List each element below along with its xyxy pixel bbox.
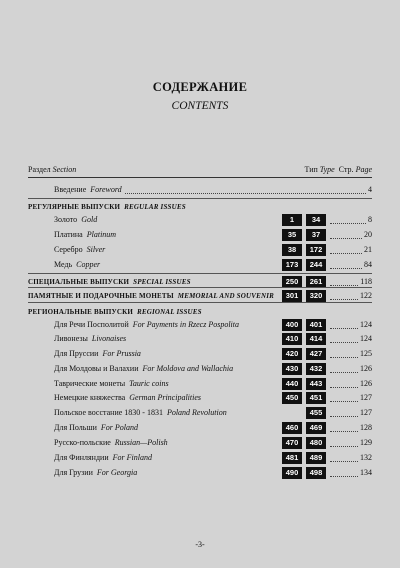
page-number: -3- — [195, 540, 205, 549]
entry-title — [54, 421, 138, 435]
dot-leader — [330, 432, 358, 447]
type-end-badge: 480 — [306, 437, 326, 449]
page-title: СОДЕРЖАНИЕ — [152, 80, 248, 94]
section-divider — [28, 287, 372, 288]
type-end-badge: 244 — [306, 259, 326, 271]
entry-title-en: For Prussia — [102, 349, 141, 358]
type-end-badge: 320 — [306, 290, 326, 302]
entry-title-en: REGIONAL ISSUES — [136, 308, 202, 316]
page-ref: 127 — [360, 393, 372, 402]
contents-entry-row — [28, 421, 372, 435]
entry-title-en: Copper — [76, 260, 101, 269]
page-ref: 20 — [364, 230, 372, 239]
type-start-badge: 490 — [282, 467, 302, 479]
type-end-badge: 414 — [306, 333, 326, 345]
dot-leader — [330, 387, 358, 402]
entry-title-ru: Медь — [54, 260, 73, 269]
page-ref: 134 — [360, 468, 372, 477]
contents-section-row — [28, 289, 372, 303]
type-start-badge: 440 — [282, 378, 302, 390]
contents-entry-row — [28, 377, 372, 391]
type-start-badge: 35 — [282, 229, 302, 241]
page-ref: 8 — [368, 215, 372, 224]
contents-entry-row — [28, 332, 372, 346]
type-start-badge: 410 — [282, 333, 302, 345]
dot-leader — [330, 462, 358, 477]
entry-title-ru: Для Пруссии — [54, 349, 99, 358]
type-start-badge: 301 — [282, 290, 302, 302]
type-start-badge: 430 — [282, 363, 302, 375]
entry-title — [54, 406, 227, 420]
entry-title — [54, 362, 233, 376]
dot-leader — [330, 343, 358, 358]
page-ref: 129 — [360, 438, 372, 447]
contents-section-row — [28, 305, 372, 319]
entry-title-ru: СПЕЦИАЛЬНЫЕ ВЫПУСКИ — [28, 278, 130, 286]
type-end-badge: 498 — [306, 467, 326, 479]
entry-title-ru: Таврические монеты — [54, 379, 126, 388]
type-end-badge: 401 — [306, 319, 326, 331]
entry-title — [54, 466, 137, 480]
entry-title-en: Poland Revolution — [166, 408, 227, 417]
dot-leader — [330, 224, 362, 239]
page-ref: 125 — [360, 349, 372, 358]
page-ref: 4 — [368, 185, 372, 194]
entry-title-ru: Для Речи Посполитой — [54, 320, 129, 329]
entry-title-ru: Золото — [54, 215, 78, 224]
entry-title-en: Silver — [86, 245, 106, 254]
entry-title — [28, 305, 202, 319]
contents-entry-row — [28, 466, 372, 480]
entry-title-ru: Ливонезы — [54, 334, 88, 343]
contents-entry-row — [28, 243, 372, 257]
entry-title-en: Gold — [81, 215, 98, 224]
type-end-badge: 455 — [306, 407, 326, 419]
page-ref: 132 — [360, 453, 372, 462]
page-ref: 118 — [360, 277, 372, 286]
contents-entry-row — [28, 362, 372, 376]
entry-title-ru: РЕГУЛЯРНЫЕ ВЫПУСКИ — [28, 203, 121, 211]
type-end-badge: 432 — [306, 363, 326, 375]
type-end-badge: 172 — [306, 244, 326, 256]
contents-entry-row — [28, 228, 372, 242]
type-end-badge: 427 — [306, 348, 326, 360]
entry-title — [54, 377, 169, 391]
type-start-badge: 450 — [282, 392, 302, 404]
page-ref: 21 — [364, 245, 372, 254]
contents-entry-row — [28, 436, 372, 450]
page-ref: 128 — [360, 423, 372, 432]
type-start-badge: 481 — [282, 452, 302, 464]
entry-title — [54, 228, 116, 242]
page-ref: 124 — [360, 334, 372, 343]
type-start-badge: 1 — [282, 214, 302, 226]
entry-title-ru: Для Грузии — [54, 468, 93, 477]
page-subtitle: CONTENTS — [171, 100, 229, 112]
contents-entry-row — [28, 318, 372, 332]
entry-title — [28, 200, 186, 214]
type-end-badge: 34 — [306, 214, 326, 226]
type-start-badge: 250 — [282, 276, 302, 288]
entry-title-en: Tauric coins — [129, 379, 169, 388]
type-end-badge: 451 — [306, 392, 326, 404]
entry-title — [54, 258, 100, 272]
contents-section-row — [28, 200, 372, 214]
type-start-badge: 400 — [282, 319, 302, 331]
contents-entry-row — [28, 406, 372, 420]
dot-leader — [330, 239, 362, 254]
entry-title-ru: Для Польши — [54, 423, 97, 432]
entry-title-ru: ПАМЯТНЫЕ И ПОДАРОЧНЫЕ МОНЕТЫ — [28, 292, 174, 300]
section-divider — [28, 198, 372, 199]
entry-title-ru: Для Молдовы и Валахии — [54, 364, 139, 373]
entry-title — [54, 332, 126, 346]
entry-title-en: MEMORIAL AND SOUVENIR — [177, 292, 275, 300]
type-start-badge: 38 — [282, 244, 302, 256]
column-header-type-page: Тип Type Стр. Page — [304, 165, 372, 174]
entry-title-ru: Введение — [54, 185, 87, 194]
entry-title — [54, 318, 239, 332]
entry-title-en: For Moldova and Wallachia — [142, 364, 234, 373]
entry-title — [54, 451, 152, 465]
contents-entry-row — [28, 213, 372, 227]
entry-title — [54, 183, 122, 197]
entry-title — [54, 347, 141, 361]
entry-title-en: German Principalities — [129, 393, 202, 402]
entry-title-en: For Finland — [112, 453, 152, 462]
type-start-badge: 420 — [282, 348, 302, 360]
contents-entry-row — [28, 183, 372, 197]
entry-title-ru: Серебро — [54, 245, 83, 254]
entry-title-en: For Payments in Rzecz Pospolita — [132, 320, 239, 329]
type-end-badge: 443 — [306, 378, 326, 390]
entry-title-ru: Немецкие княжества — [54, 393, 126, 402]
entry-title-en: REGULAR ISSUES — [124, 203, 186, 211]
dot-leader — [330, 402, 358, 417]
header-rule — [28, 177, 372, 178]
dot-leader — [330, 373, 358, 388]
page-ref: 84 — [364, 260, 372, 269]
page-ref: 126 — [360, 364, 372, 373]
entry-title-en: Foreword — [90, 185, 122, 194]
entry-title-en: Livonaises — [91, 334, 127, 343]
entry-title-ru: Платина — [54, 230, 83, 239]
dot-leader — [330, 209, 366, 224]
entry-title-ru: Польское восстание 1830 - 1831 — [54, 408, 163, 417]
entry-title — [54, 391, 201, 405]
dot-leader — [330, 314, 358, 329]
contents-entry-row — [28, 391, 372, 405]
type-end-badge: 37 — [306, 229, 326, 241]
entry-title — [54, 213, 97, 227]
section-divider — [28, 302, 372, 303]
page-ref: 122 — [360, 291, 372, 300]
type-start-badge: 173 — [282, 259, 302, 271]
entry-title-en: Russian—Polish — [114, 438, 168, 447]
column-header — [28, 165, 372, 177]
page-ref: 124 — [360, 320, 372, 329]
section-divider — [28, 273, 372, 274]
column-header-section: Раздел Section — [28, 165, 77, 174]
entry-title-ru: Для Финляндии — [54, 453, 109, 462]
entry-title-en: SPECIAL ISSUES — [133, 278, 191, 286]
entry-title-en: For Poland — [100, 423, 138, 432]
dot-leader — [330, 417, 358, 432]
dot-leader — [330, 358, 358, 373]
type-end-badge: 469 — [306, 422, 326, 434]
entry-title-ru: Русско-польские — [54, 438, 111, 447]
dot-leader — [330, 328, 358, 343]
page-ref: 126 — [360, 379, 372, 388]
contents-entry-row — [28, 347, 372, 361]
entry-title — [54, 243, 105, 257]
type-start-badge: 470 — [282, 437, 302, 449]
entry-title — [54, 436, 168, 450]
entry-title-en: For Georgia — [96, 468, 138, 477]
dot-leader — [125, 179, 366, 194]
entry-title — [28, 289, 274, 303]
page-ref: 127 — [360, 408, 372, 417]
entry-title-en: Platinum — [86, 230, 117, 239]
contents-entry-row — [28, 451, 372, 465]
entry-title-ru: РЕГИОНАЛЬНЫЕ ВЫПУСКИ — [28, 308, 134, 316]
contents-entry-row — [28, 258, 372, 272]
type-end-badge: 489 — [306, 452, 326, 464]
dot-leader — [330, 254, 362, 269]
dot-leader — [330, 447, 358, 462]
type-end-badge: 261 — [306, 276, 326, 288]
type-start-badge: 460 — [282, 422, 302, 434]
